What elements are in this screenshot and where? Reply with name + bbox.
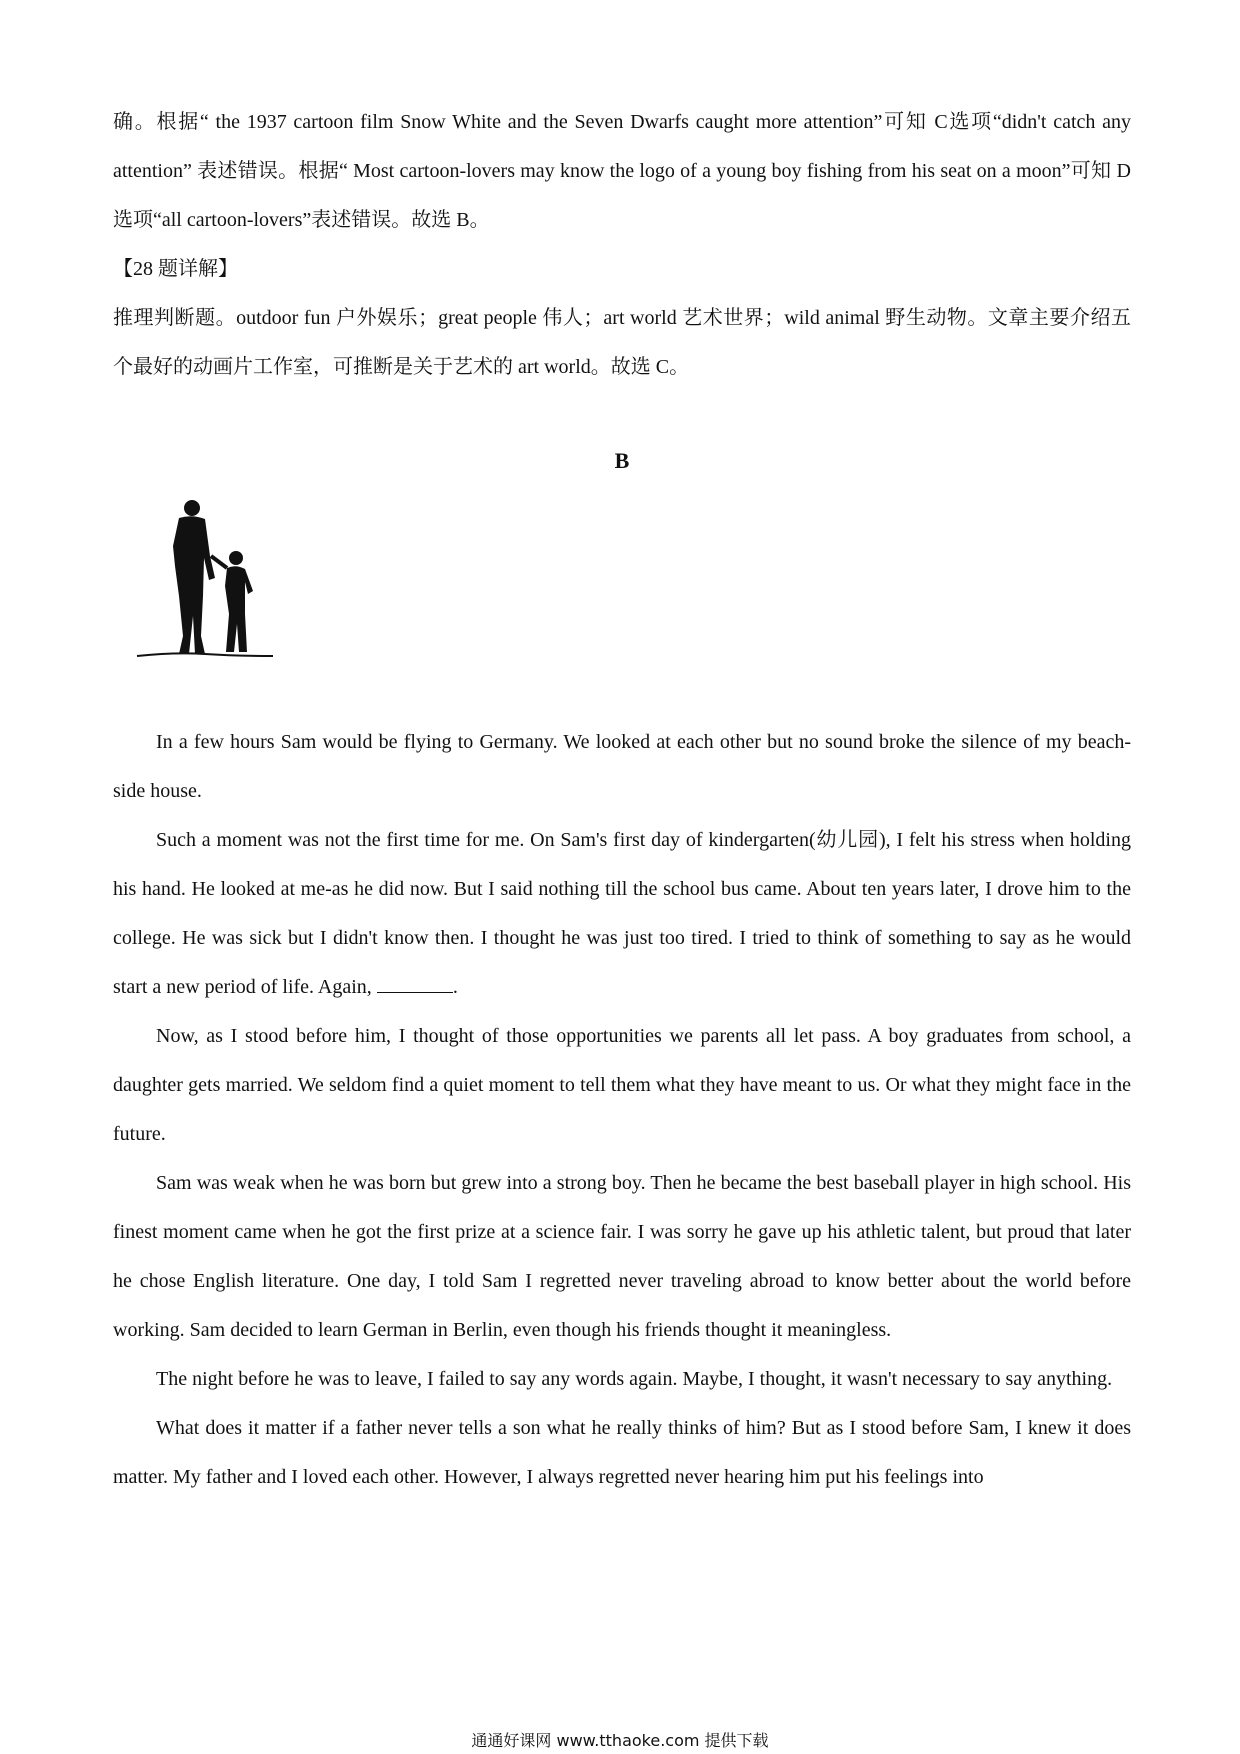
passage-paragraph-1: In a few hours Sam would be flying to Germany. We looked at each other but no sound broke the silence of my beach-side house. <box>113 731 1131 802</box>
question-28-heading: 【28 题详解】 <box>113 258 238 280</box>
passage-paragraph-2 <box>113 816 1131 1012</box>
reading-passage <box>113 718 1131 1502</box>
answer-blank <box>377 976 453 993</box>
father-and-son-illustration <box>135 486 275 666</box>
answer-explanation-continued: 确。根据“ the 1937 cartoon film Snow White and the Seven Dwarfs caught more attention”可知 C选项“didn't catch any attention” 表述错误。根据“ Most cartoon-lovers may know the logo of a young boy fishing from his seat on a moon”可知 D选项“all cartoon-lovers”表述错误。故选 B。 <box>113 111 1131 231</box>
passage-paragraph-3: Now, as I stood before him, I thought of those opportunities we parents all let pass. A boy graduates from school, a daughter gets married. We seldom find a quiet moment to tell them what they have meant to us. Or what they might face in the future. <box>113 1025 1131 1145</box>
question-28-explanation: 推理判断题。outdoor fun 户外娱乐；great people 伟人；art world 艺术世界；wild animal 野生动物。文章主要介绍五个最好的动画片工作室，可推断是关于艺术的 art world。故选 C。 <box>113 307 1131 378</box>
paragraph-2-text: Such a moment was not the first time for me. On Sam's first day of kindergarten(幼儿园), I felt his stress when holding his hand. He looked at me-as he did now. But I said nothing till the school bus came. About ten years later, I drove him to the college. He was sick but I didn't know then. I thought he was just too tired. I tried to think of something to say as he would start a new period of life. Again, <box>113 829 1131 998</box>
section-letter: B <box>614 448 630 473</box>
passage-paragraph-4: Sam was weak when he was born but grew into a strong boy. Then he became the best baseball player in high school. His finest moment came when he got the first prize at a science fair. I was sorry he gave up his athletic talent, but proud that later he chose English literature. One day, I told Sam I regretted never traveling abroad to know better about the world before working. Sam decided to learn German in Berlin, even though his friends thought it meaningless. <box>113 1172 1131 1341</box>
passage-paragraph-5: The night before he was to leave, I failed to say any words again. Maybe, I thought, it wasn't necessary to say anything. <box>156 1368 1113 1390</box>
passage-paragraph-6: What does it matter if a father never tells a son what he really thinks of him? But as I stood before Sam, I knew it does matter. My father and I loved each other. However, I always regretted never hearing him put his feelings into <box>113 1417 1131 1488</box>
page-footer: 通通好课网 www.tthaoke.com 提供下载 <box>471 1731 769 1750</box>
document-page <box>113 98 1131 1488</box>
paragraph-2-end: . <box>452 976 458 998</box>
